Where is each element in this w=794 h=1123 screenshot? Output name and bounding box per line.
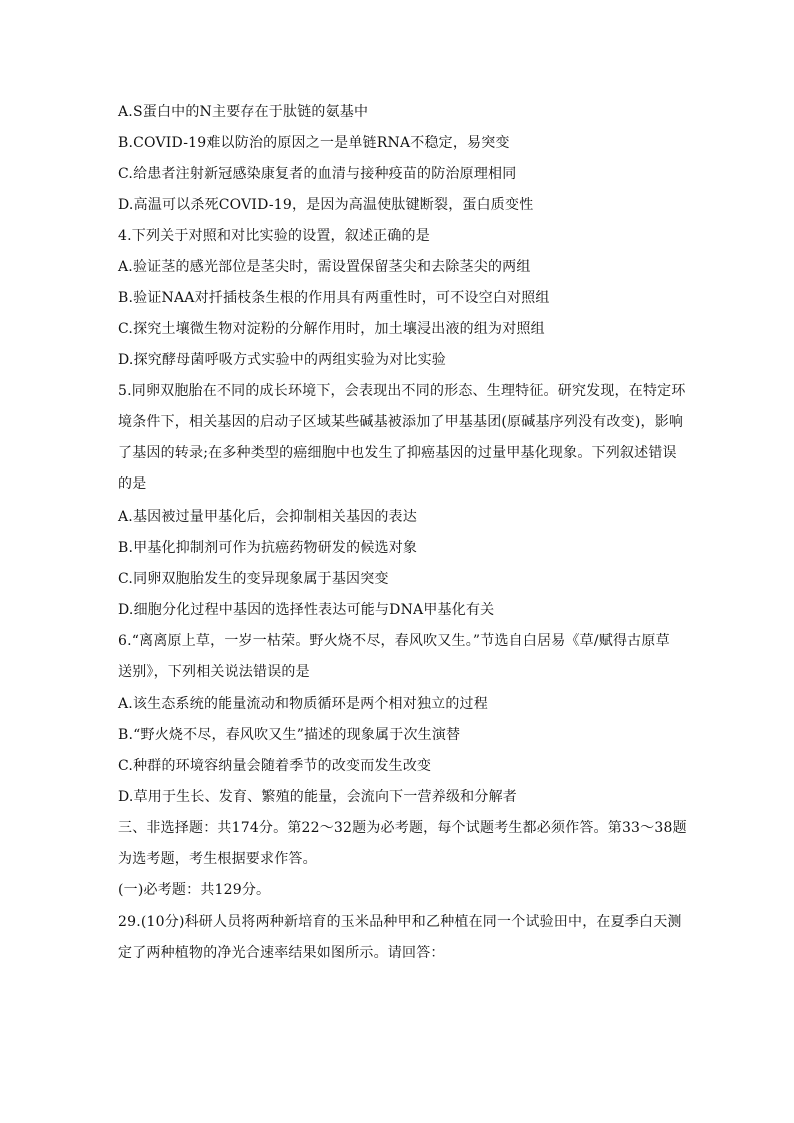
q5-stem-line-2: 境条件下，相关基因的启动子区域某些碱基被添加了甲基基团(原碱基序列没有改变)，影响 [118, 414, 684, 430]
q4-stem: 4.下列关于对照和对比实验的设置，叙述正确的是 [118, 228, 430, 244]
q29-stem-line-2: 定了两种植物的净光合速率结果如图所示。请回答： [118, 945, 445, 961]
q5-stem-line-1: 5.同卵双胞胎在不同的成长环境下，会表现出不同的形态、生理特征。研究发现，在特定环 [118, 383, 686, 399]
q5-option-a: A.基因被过量甲基化后，会抑制相关基因的表达 [118, 509, 417, 525]
q6-option-a: A.该生态系统的能量流动和物质循环是两个相对独立的过程 [118, 696, 488, 712]
q5-option-b: B.甲基化抑制剂可作为抗癌药物研发的候选对象 [118, 540, 418, 556]
q3-option-a: A.S蛋白中的N主要存在于肽链的氨基中 [118, 104, 369, 120]
q6-stem-line-1: 6.“离离原上草，一岁一枯荣。野火烧不尽，春风吹又生。”节选自白居易《草/赋得古原草 [118, 633, 670, 649]
q3-option-b: B.COVID-19难以防治的原因之一是单链RNA不稳定，易突变 [118, 135, 510, 151]
section3-heading-line-1: 三、非选择题：共174分。第22～32题为必考题，每个试题考生都必须作答。第33～38题 [118, 820, 687, 836]
q3-option-c: C.给患者注射新冠感染康复者的血清与接种疫苗的防治原理相同 [118, 166, 517, 182]
q5-option-c: C.同卵双胞胎发生的变异现象属于基因突变 [118, 571, 389, 587]
q6-option-d: D.草用于生长、发育、繁殖的能量，会流向下一营养级和分解者 [118, 789, 517, 805]
q4-option-d: D.探究酵母菌呼吸方式实验中的两组实验为对比实验 [118, 352, 446, 368]
q6-stem-line-2: 送别》，下列相关说法错误的是 [118, 664, 310, 680]
q4-option-b: B.验证NAA对扦插枝条生根的作用具有两重性时，可不设空白对照组 [118, 290, 550, 306]
q29-stem-line-1: 29.(10分)科研人员将两种新培育的玉米品种甲和乙种植在同一个试验田中，在夏季白天测 [118, 914, 682, 930]
q6-option-b: B.“野火烧不尽，春风吹又生”描述的现象属于次生演替 [118, 727, 461, 743]
q5-option-d: D.细胞分化过程中基因的选择性表达可能与DNA甲基化有关 [118, 602, 495, 618]
q5-stem-line-4: 的是 [118, 476, 147, 492]
q4-option-a: A.验证茎的感光部位是茎尖时，需设置保留茎尖和去除茎尖的两组 [118, 259, 531, 275]
section3-heading-line-2: 为选考题，考生根据要求作答。 [118, 851, 317, 867]
section3-sub-heading: (一)必考题：共129分。 [118, 882, 271, 898]
q6-option-c: C.种群的环境容纳量会随着季节的改变而发生改变 [118, 758, 432, 774]
q3-option-d: D.高温可以杀死COVID-19，是因为高温使肽键断裂，蛋白质变性 [118, 197, 534, 213]
q4-option-c: C.探究土壤微生物对淀粉的分解作用时，加土壤浸出液的组为对照组 [118, 321, 545, 337]
q5-stem-line-3: 了基因的转录;在多种类型的癌细胞中也发生了抑癌基因的过量甲基化现象。下列叙述错误 [118, 445, 677, 461]
